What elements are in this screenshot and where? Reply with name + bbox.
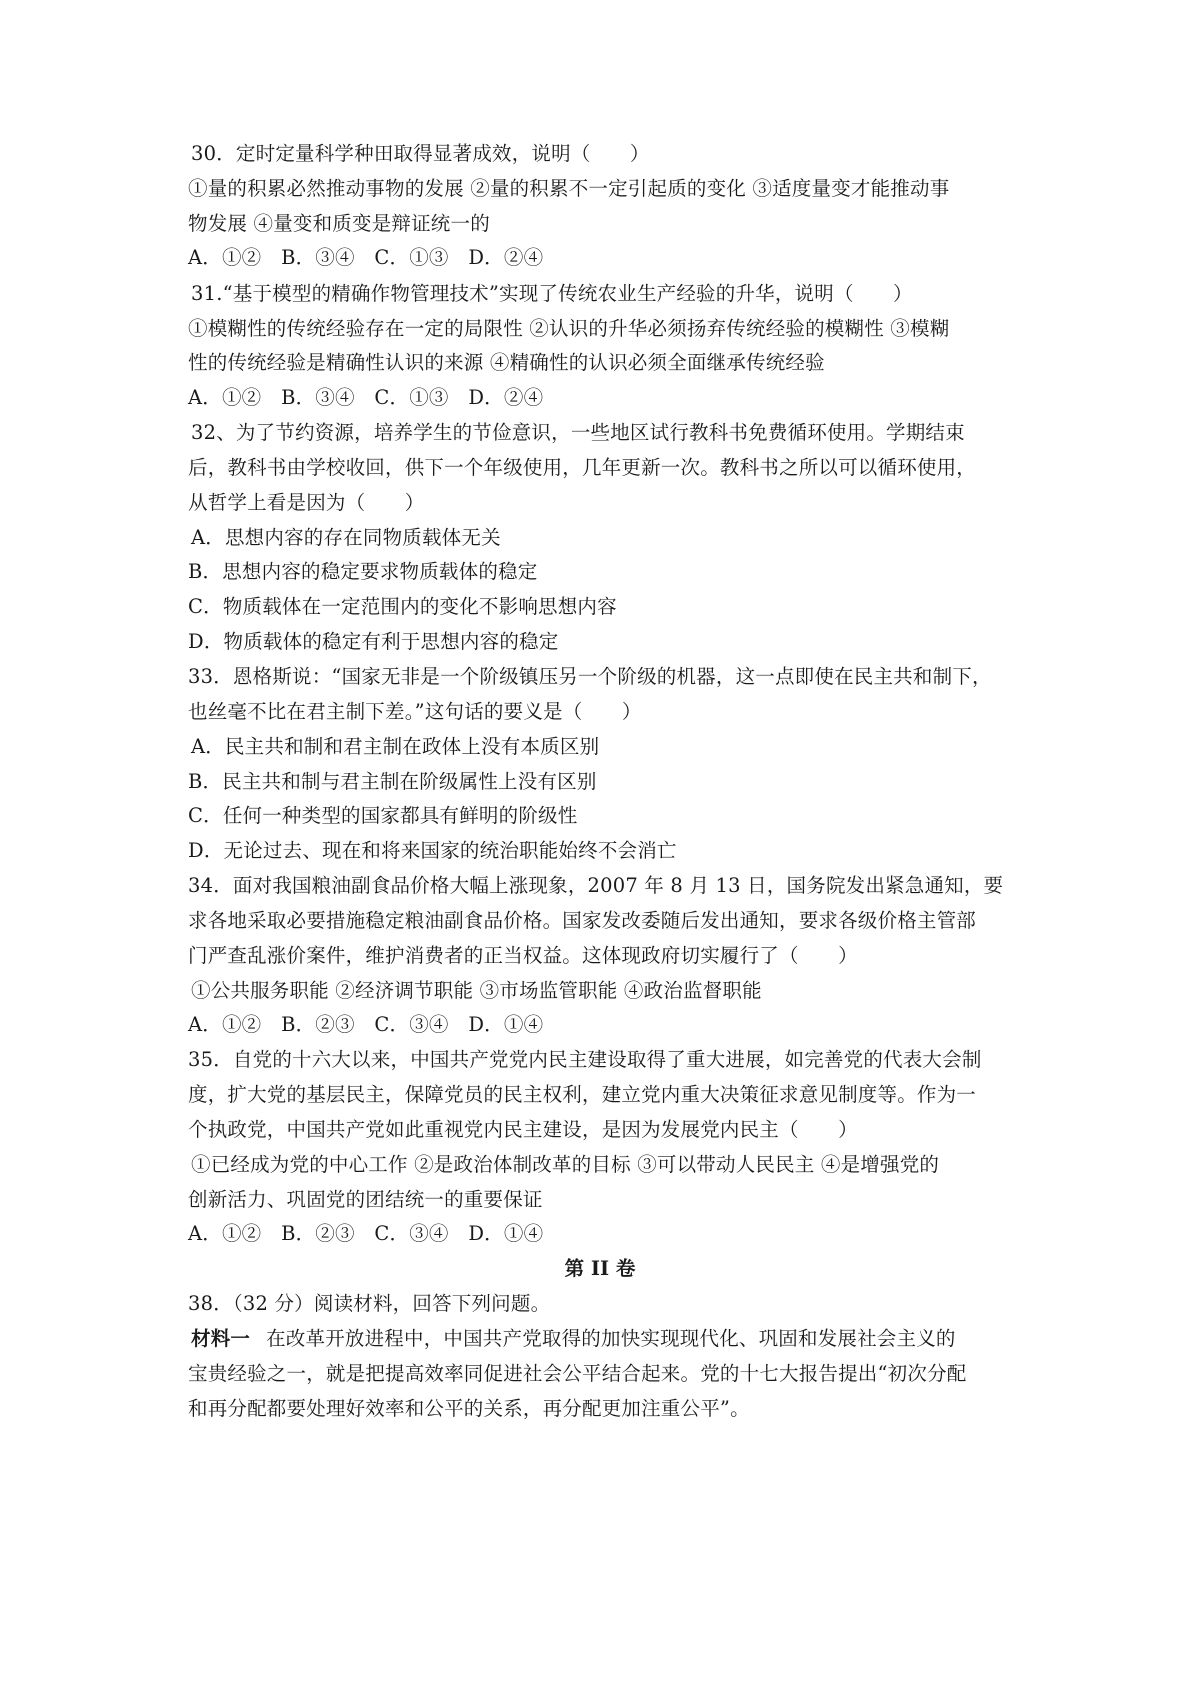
q31-stem: 31.“基于模型的精确作物管理技术”实现了传统农业生产经验的升华，说明（ ） xyxy=(191,282,913,305)
q35-options: A．①② B．②③ C．③④ D．①④ xyxy=(188,1222,544,1245)
q32-stem-line3: 从哲学上看是因为（ ） xyxy=(188,491,425,514)
q32-stem-line2: 后，教科书由学校收回，供下一个年级使用，几年更新一次。教科书之所以可以循环使用， xyxy=(188,456,977,479)
q35-statements-line2: 创新活力、巩固党的团结统一的重要保证 xyxy=(188,1188,543,1211)
q33-option-b: B．民主共和制与君主制在阶级属性上没有区别 xyxy=(188,770,597,793)
q33-stem-line2: 也丝毫不比在君主制下差。”这句话的要义是（ ） xyxy=(188,700,642,723)
q32-option-c: C．物质载体在一定范围内的变化不影响思想内容 xyxy=(188,595,617,618)
q32-option-a: A．思想内容的存在同物质载体无关 xyxy=(191,526,501,549)
q35-statements-line1: ①已经成为党的中心工作 ②是政治体制改革的目标 ③可以带动人民民主 ④是增强党的 xyxy=(191,1153,940,1176)
q31-statements-line2: 性的传统经验是精确性认识的来源 ④精确性的认识必须全面继承传统经验 xyxy=(188,351,825,374)
q30-statements-line2: 物发展 ④量变和质变是辩证统一的 xyxy=(188,212,490,235)
q31-statements-line1: ①模糊性的传统经验存在一定的局限性 ②认识的升华必须扬弃传统经验的模糊性 ③模糊 xyxy=(188,317,950,340)
q32-option-d: D．物质载体的稳定有利于思想内容的稳定 xyxy=(188,630,559,653)
q30-stem: 30．定时定量科学种田取得显著成效，说明（ ） xyxy=(191,142,650,165)
q34-statements: ①公共服务职能 ②经济调节职能 ③市场监管职能 ④政治监督职能 xyxy=(191,979,762,1002)
q38-stem: 38．（32 分）阅读材料，回答下列问题。 xyxy=(188,1292,551,1315)
q38-material1-line2: 宝贵经验之一，就是把提高效率同促进社会公平结合起来。党的十七大报告提出“初次分配 xyxy=(188,1362,967,1385)
q38-material1-line1 xyxy=(191,1326,956,1352)
q32-stem-line1: 32、为了节约资源，培养学生的节俭意识，一些地区试行教科书免费循环使用。学期结束 xyxy=(191,421,965,444)
q35-stem-line3: 个执政党，中国共产党如此重视党内民主建设，是因为发展党内民主（ ） xyxy=(188,1118,858,1141)
q30-options: A．①② B．③④ C．①③ D．②④ xyxy=(188,246,544,269)
q33-option-a: A．民主共和制和君主制在政体上没有本质区别 xyxy=(191,735,600,758)
q35-stem-line2: 度，扩大党的基层民主，保障党员的民主权利，建立党内重大决策征求意见制度等。作为一 xyxy=(188,1083,977,1106)
q38-material1-line3: 和再分配都要处理好效率和公平的关系，再分配更加注重公平”。 xyxy=(188,1397,750,1420)
q34-stem-line1: 34．面对我国粮油副食品价格大幅上涨现象，2007 年 8 月 13 日，国务院发出紧急通知，要 xyxy=(188,874,1004,897)
q30-statements-line1: ①量的积累必然推动事物的发展 ②量的积累不一定引起质的变化 ③适度量变才能推动事 xyxy=(188,177,950,200)
material-label: 材料一 xyxy=(191,1327,251,1350)
q34-options: A．①② B．②③ C．③④ D．①④ xyxy=(188,1013,544,1036)
q35-stem-line1: 35．自党的十六大以来，中国共产党党内民主建设取得了重大进展，如完善党的代表大会制 xyxy=(188,1048,982,1071)
q33-stem-line1: 33．恩格斯说：“国家无非是一个阶级镇压另一个阶级的机器，这一点即使在民主共和制下， xyxy=(188,665,992,688)
q34-stem-line2: 求各地采取必要措施稳定粮油副食品价格。国家发改委随后发出通知，要求各级价格主管部 xyxy=(188,909,977,932)
q32-option-b: B．思想内容的稳定要求物质载体的稳定 xyxy=(188,560,538,583)
q33-option-d: D．无论过去、现在和将来国家的统治职能始终不会消亡 xyxy=(188,839,677,862)
q34-stem-line3: 门严查乱涨价案件，维护消费者的正当权益。这体现政府切实履行了（ ） xyxy=(188,944,858,967)
q31-options: A．①② B．③④ C．①③ D．②④ xyxy=(188,386,544,409)
section-2-title: 第 II 卷 xyxy=(564,1257,636,1280)
material-text: 在改革开放进程中，中国共产党取得的加快实现现代化、巩固和发展社会主义的 xyxy=(266,1327,956,1350)
q33-option-c: C．任何一种类型的国家都具有鲜明的阶级性 xyxy=(188,804,578,827)
